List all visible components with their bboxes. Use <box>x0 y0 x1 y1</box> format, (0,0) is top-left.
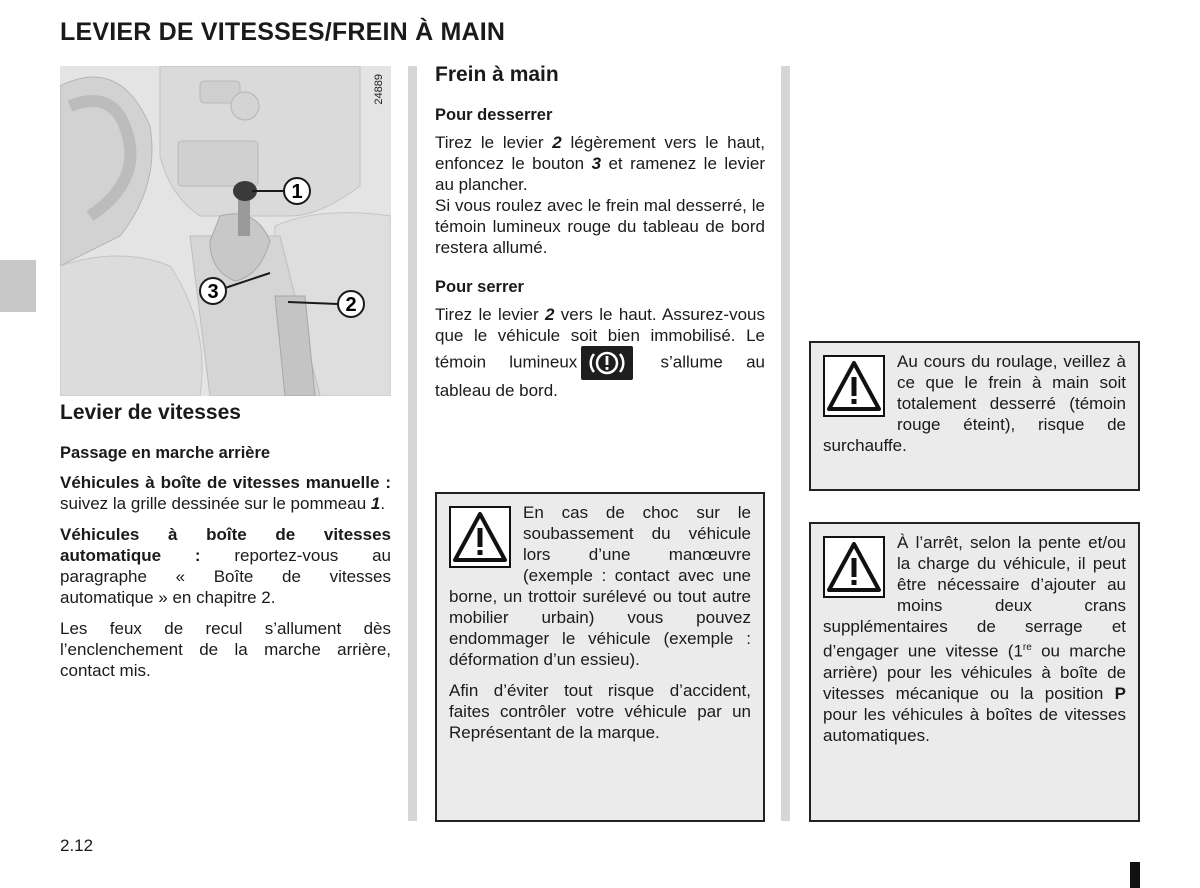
callout-2: 2 <box>345 294 357 316</box>
column-divider <box>781 66 790 821</box>
chapter-tab <box>0 260 36 312</box>
apply-text-c: s’allume au tableau de bord. <box>435 352 765 400</box>
callout-1: 1 <box>291 181 303 203</box>
subsection-heading: Passage en marche arrière <box>60 444 271 462</box>
release-paragraph <box>435 132 765 195</box>
manual-gearbox-paragraph <box>60 472 391 514</box>
button-ref: 3 <box>591 154 602 173</box>
lever-ref: 2 <box>545 305 555 324</box>
manual-text: suivez la grille dessinée sur le pommeau <box>60 494 371 513</box>
warning-box-stop <box>809 522 1140 822</box>
auto-label: Véhicules à boîte de vitesses automatique : <box>60 525 391 565</box>
warning-triangle-icon <box>823 536 885 598</box>
apply-text-b: vers le haut. Assurez-vous que le véhicule soit bien immobilisé. Le témoin lumineux <box>435 305 765 372</box>
release-text-a: Tirez le levier <box>435 133 553 152</box>
warning-box-shock <box>435 492 765 822</box>
page-title: LEVIER DE VITESSES/FREIN À MAIN <box>60 18 506 46</box>
warning-triangle-icon <box>449 506 511 568</box>
figure-reference: 24889 <box>373 74 385 105</box>
stop-text-c: pour les véhicules à boîtes de vitesses automatiques. <box>823 704 1126 745</box>
manual-ref: 1 <box>370 494 381 513</box>
lever-ref: 2 <box>552 133 562 152</box>
stop-text-a: À l’arrêt, selon la pente et/ou la charge du véhicule, il peut être nécessaire d’ajouter au moins deux crans supplémentaires de serrage et d’engager une vitesse (1 <box>823 533 1126 661</box>
apply-paragraph <box>435 304 765 401</box>
gearshift-section <box>60 400 391 691</box>
release-heading: Pour desserrer <box>435 106 553 124</box>
corner-mark <box>1130 862 1140 888</box>
auto-gearbox-paragraph <box>60 524 391 608</box>
driving-warning-text: Au cours du roulage, veillez à ce que le frein à main soit totalement desserré (témoin rouge éteint), risque de surchauffe. <box>823 352 1126 455</box>
page-number: 2.12 <box>60 836 94 855</box>
release-text-c: et ramenez le levier au plancher. <box>435 154 765 194</box>
stop-text-b: ou marche arrière) pour les véhicules à boîte de vitesses mécanique ou la position <box>823 641 1126 703</box>
stop-position-p: P <box>1114 683 1126 703</box>
shock-advice-text: Afin d’éviter tout risque d’accident, faites contrôler votre véhicule par un Représentant de la marque. <box>449 681 751 742</box>
shock-warning-text: En cas de choc sur le soubassement du véhicule lors d’une manœuvre (exemple : contact avec une borne, un trottoir surélevé ou tout autre mobilier urbain) vous pouvez endommager le véhicule (exemple : déformation d’un essieu). <box>449 503 751 669</box>
callout-3: 3 <box>207 281 219 303</box>
apply-heading: Pour serrer <box>435 278 524 296</box>
manual-end: . <box>380 494 386 513</box>
auto-text: reportez-vous au paragraphe « Boîte de vitesses automatique » en chapitre 2. <box>60 546 391 607</box>
brake-warning-lamp-icon <box>581 346 633 380</box>
reverse-lights-paragraph: Les feux de recul s’allument dès l’enclenchement de la marche arrière, contact mis. <box>60 619 391 680</box>
badly-released-paragraph: Si vous roulez avec le frein mal desserré, le témoin lumineux rouge du tableau de bord restera allumé. <box>435 196 765 257</box>
column-divider <box>408 66 417 821</box>
gearshift-handbrake-illustration <box>60 66 391 396</box>
release-text-b: légèrement vers le haut, enfoncez le bouton <box>435 133 765 173</box>
section-heading: Frein à main <box>435 63 559 86</box>
apply-text-a: Tirez le levier <box>435 305 545 324</box>
warning-box-driving <box>809 341 1140 491</box>
warning-triangle-icon <box>823 355 885 417</box>
manual-label: Véhicules à boîte de vitesses manuelle : <box>60 473 391 492</box>
stop-sup: re <box>1022 642 1032 653</box>
section-heading: Levier de vitesses <box>60 401 241 424</box>
handbrake-section <box>435 62 765 411</box>
